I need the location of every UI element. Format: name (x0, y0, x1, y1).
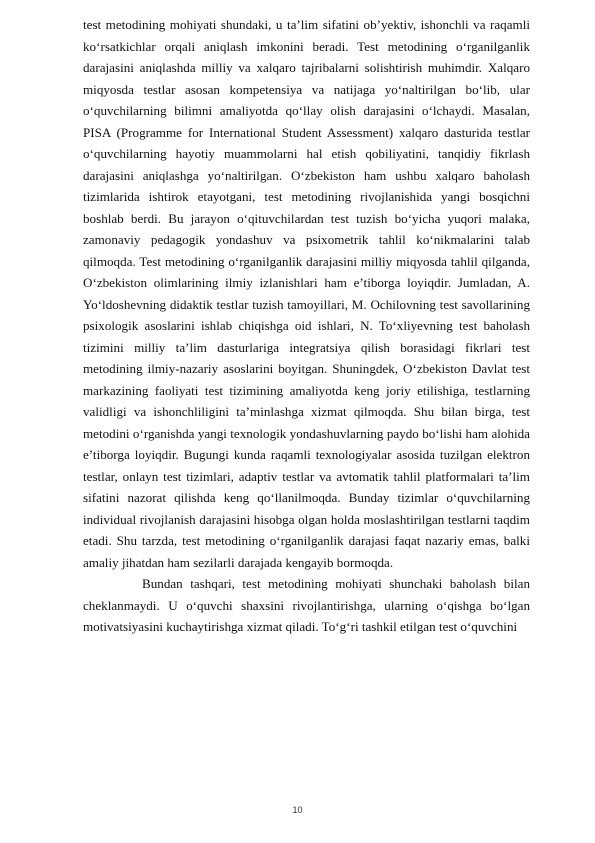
paragraph-2: Bundan tashqari, test metodining mohiyati shunchaki baholash bilan cheklanmaydi. U o‘quvchi shaxsini rivojlantirishga, ularning o‘qishga bo‘lgan motivatsiyasini kuchaytirishga xizmat qiladi. To‘g‘ri tashkil etilgan test o‘quvchini (83, 576, 530, 634)
body-text (83, 14, 530, 638)
paragraph-1: test metodining mohiyati shundaki, u ta’lim sifatini ob’yektiv, ishonchli va raqamli ko‘rsatkichlar orqali aniqlash imkonini beradi. Test metodining o‘rganilganlik darajasini aniqlashda milliy va xalqaro tajribalarni solishtirish muhimdir. Xalqaro miqyosda testlar asosan kompetensiya va natijaga yo‘naltirilgan bo‘lib, ular o‘quvchilarning bilimni amaliyotda qo‘llay olish darajasini o‘lchaydi. Masalan, PISA (Programme for International Student Assessment) xalqaro dasturida testlar o‘quvchilarning hayotiy muammolarni hal etish qobiliyatini, tanqidiy fikrlash darajasini aniqlashga yo‘naltirilgan. O‘zbekiston ham ushbu xalqaro baholash tizimlarida ishtirok etayotgani, test metodining rivojlanishida yangi bosqichni boshlab berdi. Bu jarayon o‘qituvchilardan test tuzish bo‘yicha yuqori malaka, zamonaviy pedagogik yondashuv va psixometrik tahlil ko‘nikmalarini talab qilmoqda. Test metodining o‘rganilganlik darajasini milliy miqyosda tahlil qilganda, O‘zbekiston olimlarining ilmiy izlanishlari ham e’tiborga loyiqdir. Jumladan, A. Yo‘ldoshevning didaktik testlar tuzish tamoyillari, M. Ochilovning test savollarining psixologik asoslarini ishlab chiqishga oid ishlari, N. To‘xliyevning test baholash tizimini milliy ta’lim dasturlariga integratsiya qilish borasidagi fikrlari test metodining ilmiy-nazariy asoslarini boyitgan. Shuningdek, O‘zbekiston Davlat test markazining faoliyati test tizimining amaliyotda keng joriy etilishiga, testlarning validligi va ishonchliligini ta’minlashga xizmat qilmoqda. Shu bilan birga, test metodini o‘rganishda yangi texnologik yondashuvlarning paydo bo‘lishi ham alohida e’tiborga loyiqdir. Bugungi kunda raqamli texnologiyalar asosida tuzilgan elektron testlar, onlayn test tizimlari, adaptiv testlar va avtomatik tahlil platformalari ta’lim sifatini nazorat qilishda keng qo‘llanilmoqda. Bunday tizimlar o‘quvchilarning individual rivojlanish darajasini hisobga olgan holda moslashtirilgan testlarni taqdim etadi. Shu tarzda, test metodining o‘rganilganlik darajasi faqat nazariy emas, balki amaliy jihatdan ham sezilarli darajada kengayib bormoqda. (83, 17, 530, 570)
page-number: 10 (292, 805, 303, 815)
